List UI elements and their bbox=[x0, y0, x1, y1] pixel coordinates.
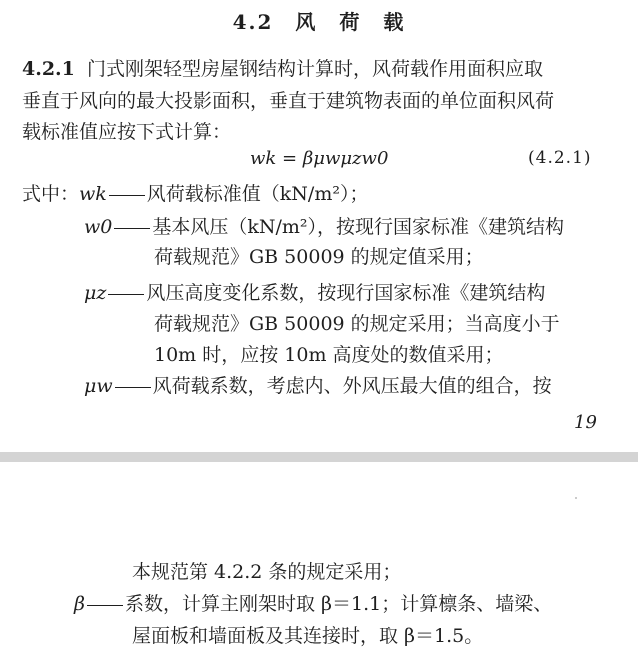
where-w0-text-1: 基本风压（kN/m²），按现行国家标准《建筑结构 bbox=[152, 216, 565, 238]
where-item-w0 bbox=[84, 213, 564, 241]
where-muw-text-1: 风荷载系数，考虑内、外风压最大值的组合，按 bbox=[152, 375, 552, 397]
where-label: 式中： bbox=[22, 183, 80, 205]
symbol-muw: μw bbox=[84, 375, 113, 397]
where-item-beta bbox=[74, 590, 552, 618]
scan-speck bbox=[575, 497, 577, 499]
symbol-muz: μz bbox=[84, 282, 107, 304]
page-divider bbox=[0, 452, 638, 462]
formula-text: wk = βμwμzw0 bbox=[250, 148, 389, 169]
beta-text-1: 系数，计算主刚架时取 β＝1.1；计算檩条、墙梁、 bbox=[124, 593, 553, 615]
where-muz-text-2: 荷载规范》GB 50009 的规定采用；当高度小于 bbox=[154, 313, 560, 335]
equation-number: (4.2.1) bbox=[528, 148, 592, 168]
clause-text-1: 门式刚架轻型房屋钢结构计算时，风荷载作用面积应取 bbox=[86, 58, 543, 80]
where-muz-text-3: 10m 时，应按 10m 高度处的数值采用； bbox=[154, 344, 504, 366]
em-dash bbox=[87, 605, 123, 606]
clause-line-3: 载标准值应按下式计算： bbox=[22, 121, 232, 143]
page-20 bbox=[0, 462, 638, 652]
where-wk-text: 风荷载标准值（kN/m²）； bbox=[146, 183, 369, 205]
where-item-muw bbox=[84, 372, 552, 400]
section-title: 4.2 风 荷 载 bbox=[232, 10, 406, 34]
continuation-line: 本规范第 4.2.2 条的规定采用； bbox=[132, 561, 402, 583]
em-dash bbox=[109, 195, 145, 196]
where-item-wk bbox=[22, 180, 368, 208]
where-muz-text-1: 风压高度变化系数，按现行国家标准《建筑结构 bbox=[146, 282, 546, 304]
beta-text-2: 屋面板和墙面板及其连接时，取 β＝1.5。 bbox=[132, 625, 484, 647]
clause-line-2: 垂直于风向的最大投影面积，垂直于建筑物表面的单位面积风荷 bbox=[22, 90, 555, 112]
where-item-muz bbox=[84, 279, 545, 307]
page-number: 19 bbox=[574, 412, 597, 433]
clause-number: 4.2.1 bbox=[22, 58, 75, 80]
formula bbox=[250, 148, 388, 169]
symbol-wk: wk bbox=[79, 183, 107, 205]
clause-line-1 bbox=[22, 55, 543, 83]
em-dash bbox=[108, 294, 144, 295]
em-dash bbox=[114, 228, 150, 229]
em-dash bbox=[115, 387, 151, 388]
where-w0-text-2: 荷载规范》GB 50009 的规定值采用； bbox=[154, 246, 484, 268]
symbol-beta: β bbox=[74, 593, 85, 615]
symbol-w0: w0 bbox=[84, 216, 113, 238]
